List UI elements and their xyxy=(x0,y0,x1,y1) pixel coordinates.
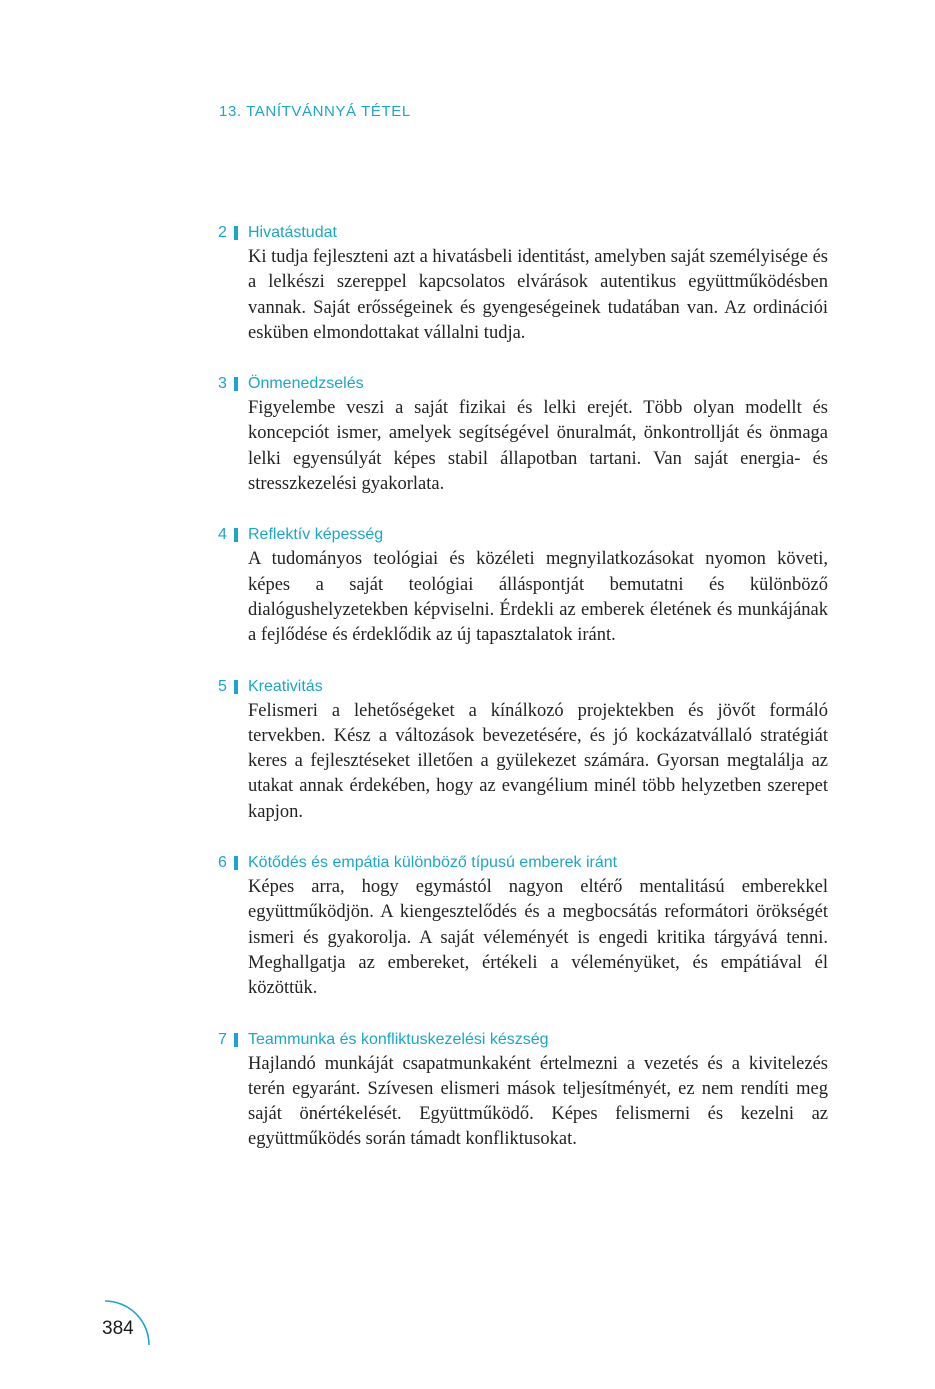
accent-bar-marker xyxy=(234,1033,238,1047)
competency-list xyxy=(218,220,830,1178)
section-body: Felismeri a lehetőségeket a kínálkozó projektekben és jövőt formáló tervekben. Kész a változások bevezetésére, és jó kockázatvállaló stratégiát keres a fejlesztéseket illetően a gyülekezet számára. Gyorsan megtalálja az utakat annak érdekében, hogy az evangélium minél több helyzetben szerepet kapjon. xyxy=(248,700,828,822)
section-heading xyxy=(218,522,830,547)
page-number: 384 xyxy=(102,1318,134,1339)
section-kotodes-empatia xyxy=(218,850,830,1001)
section-title: Hivatástudat xyxy=(248,224,337,241)
section-body: Figyelembe veszi a saját fizikai és lelki erejét. Több olyan modellt és koncepciót ismer, amelyek segítségével önuralmát, önkontrollját és önmaga lelki egyensúlyát képes stabil állapotban tartani. Van saját energia- és stresszkezelési gyakorlata. xyxy=(248,398,828,495)
section-heading xyxy=(218,220,830,245)
section-number: 6 xyxy=(218,854,227,872)
accent-bar-marker xyxy=(234,377,238,391)
section-body: A tudományos teológiai és közéleti megnyilatkozásokat nyomon követi, képes a saját teológiai álláspontját bemutatni és különböző dialógushelyzetekben képviselni. Érdekli az emberek életének és munkájának a fejlődése és érdeklődik az új tapasztalatok iránt. xyxy=(248,549,828,646)
section-number: 3 xyxy=(218,375,227,393)
section-reflektiv-kepesseg xyxy=(218,522,830,648)
accent-bar-marker xyxy=(234,856,238,870)
section-body: Képes arra, hogy egymástól nagyon eltérő mentalitású emberekkel együttműködjön. A kiengesztelődés és a megbocsátás reformátori örökségét ismeri és gyakorolja. A saját véleményét is engedi kritika tárgyává tenni. Meghallgatja az embereket, értékeli a véleményüket, és empátiával él közöttük. xyxy=(248,877,828,999)
section-number: 7 xyxy=(218,1030,227,1048)
section-title: Reflektív képesség xyxy=(248,526,384,544)
chapter-header: 13. TANÍTVÁNNYÁ TÉTEL xyxy=(219,103,411,120)
section-body: Hajlandó munkáját csapatmunkaként értelmezni a vezetés és a kivitelezés terén egyaránt. Szívesen elismeri mások teljesítményét, ez nem rendíti meg saját önértékelését. Együttműködő. Képes felismerni és kezelni az együttműködés során támadt konfliktusokat. xyxy=(248,1053,828,1150)
section-heading xyxy=(218,674,830,699)
section-heading xyxy=(218,371,830,396)
section-number: 2 xyxy=(218,224,227,241)
section-heading xyxy=(218,1027,830,1052)
accent-bar-marker xyxy=(234,680,238,694)
section-title: Teammunka és konfliktuskezelési készség xyxy=(248,1030,549,1048)
section-title: Önmenedzselés xyxy=(248,375,364,393)
section-teammunka xyxy=(218,1027,830,1153)
section-hivatastudat xyxy=(218,220,830,346)
section-heading xyxy=(218,850,830,875)
section-body: Ki tudja fejleszteni azt a hivatásbeli identitást, amelyben saját személyisége és a lelkészi szereppel kapcsolatos elvárások autentikus együttműködésben vannak. Saját erősségeinek és gyengeségeinek tudatában van. Az ordinációi esküben elmondottakat vállalni tudja. xyxy=(248,247,828,343)
section-number: 5 xyxy=(218,677,227,695)
section-onmenedzseles xyxy=(218,371,830,497)
accent-bar-marker xyxy=(234,528,238,542)
section-kreativitas xyxy=(218,674,830,825)
section-number: 4 xyxy=(218,526,227,544)
section-title: Kreativitás xyxy=(248,677,323,695)
section-title: Kötődés és empátia különböző típusú emberek iránt xyxy=(248,854,618,872)
accent-bar-marker xyxy=(234,226,238,240)
